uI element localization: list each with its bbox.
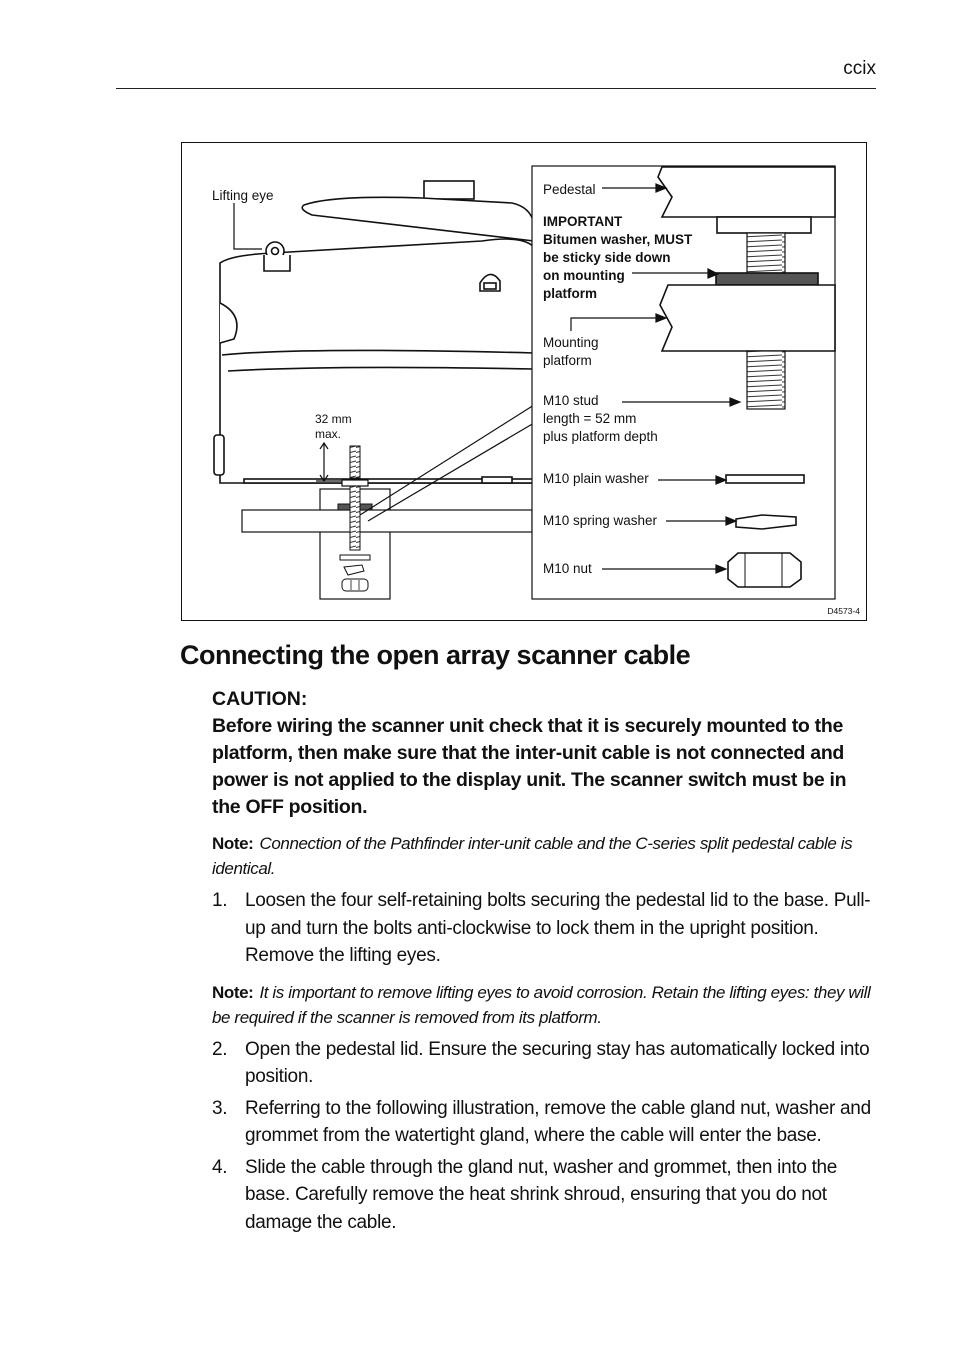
- label-plain-washer: M10 plain washer: [543, 471, 649, 486]
- caution-text: Before wiring the scanner unit check that it is securely mounted to the platform, then make sure that the inter-unit cable is not connected and power is not applied to the display unit. The scanner switch must be in the OFF position.: [212, 715, 847, 818]
- label-important-1: IMPORTANT: [543, 214, 623, 229]
- step-number: 3.: [212, 1097, 228, 1119]
- note-1-text: Connection of the Pathfinder inter-unit cable and the C-series split pedestal cable is identical.: [212, 834, 853, 878]
- pedestal-body-drawing: [214, 181, 534, 483]
- label-important-2: Bitumen washer, MUST: [543, 232, 693, 247]
- label-important-3: be sticky side down: [543, 250, 671, 265]
- header-rule: [116, 88, 876, 89]
- label-pedestal: Pedestal: [543, 182, 596, 197]
- section-title: Connecting the open array scanner cable: [180, 640, 691, 670]
- mounting-figure: [181, 142, 867, 621]
- label-dimension-1: 32 mm: [315, 412, 352, 426]
- label-stud-3: plus platform depth: [543, 429, 658, 444]
- note-2: [212, 980, 878, 1030]
- label-nut: M10 nut: [543, 561, 592, 576]
- list-item: [212, 887, 878, 970]
- caution-label: CAUTION:: [212, 688, 308, 710]
- note-2-label: Note:: [212, 982, 254, 1002]
- label-dimension-2: max.: [315, 427, 342, 441]
- list-item: [212, 1095, 878, 1150]
- label-important-5: platform: [543, 286, 597, 301]
- note-1: [212, 831, 878, 881]
- steps-list-a: [212, 887, 878, 970]
- step-number: 1.: [212, 890, 228, 911]
- label-spring-washer: M10 spring washer: [543, 513, 658, 528]
- label-lifting-eye: Lifting eye: [212, 188, 274, 203]
- list-item: [212, 1036, 878, 1091]
- step-text: Loosen the four self-retaining bolts securing the pedestal lid to the base. Pull-up and turn the bolts anti-clockwise to lock them in the upright position. Remove the lifting eyes.: [245, 890, 871, 966]
- step-number: 2.: [212, 1038, 228, 1060]
- note-1-label: Note:: [212, 834, 254, 853]
- step-text: Referring to the following illustration, remove the cable gland nut, washer and grommet from the watertight gland, where the cable will enter the base.: [245, 1097, 871, 1146]
- label-mounting-1: Mounting: [543, 335, 599, 350]
- label-stud-1: M10 stud: [543, 393, 599, 408]
- step-text: Slide the cable through the gland nut, washer and grommet, then into the base. Carefully remove the heat shrink shroud, ensuring that you do not damage the cable.: [245, 1156, 838, 1233]
- step-number: 4.: [212, 1156, 228, 1178]
- page-number: ccix: [843, 58, 876, 79]
- note-2-text: It is important to remove lifting eyes to avoid corrosion. Retain the lifting eyes: they will be required if the scanner is removed from its platform.: [212, 982, 871, 1027]
- steps-list-b: [212, 1036, 878, 1237]
- list-item: [212, 1154, 878, 1237]
- section-content: [212, 686, 878, 1240]
- step-text: Open the pedestal lid. Ensure the securing stay has automatically locked into position.: [245, 1038, 870, 1087]
- label-mounting-2: platform: [543, 353, 592, 368]
- mounting-illustration: [182, 143, 868, 622]
- label-important-4: on mounting: [543, 268, 625, 283]
- figure-code: D4573-4: [827, 606, 860, 616]
- label-stud-2: length = 52 mm: [543, 411, 637, 426]
